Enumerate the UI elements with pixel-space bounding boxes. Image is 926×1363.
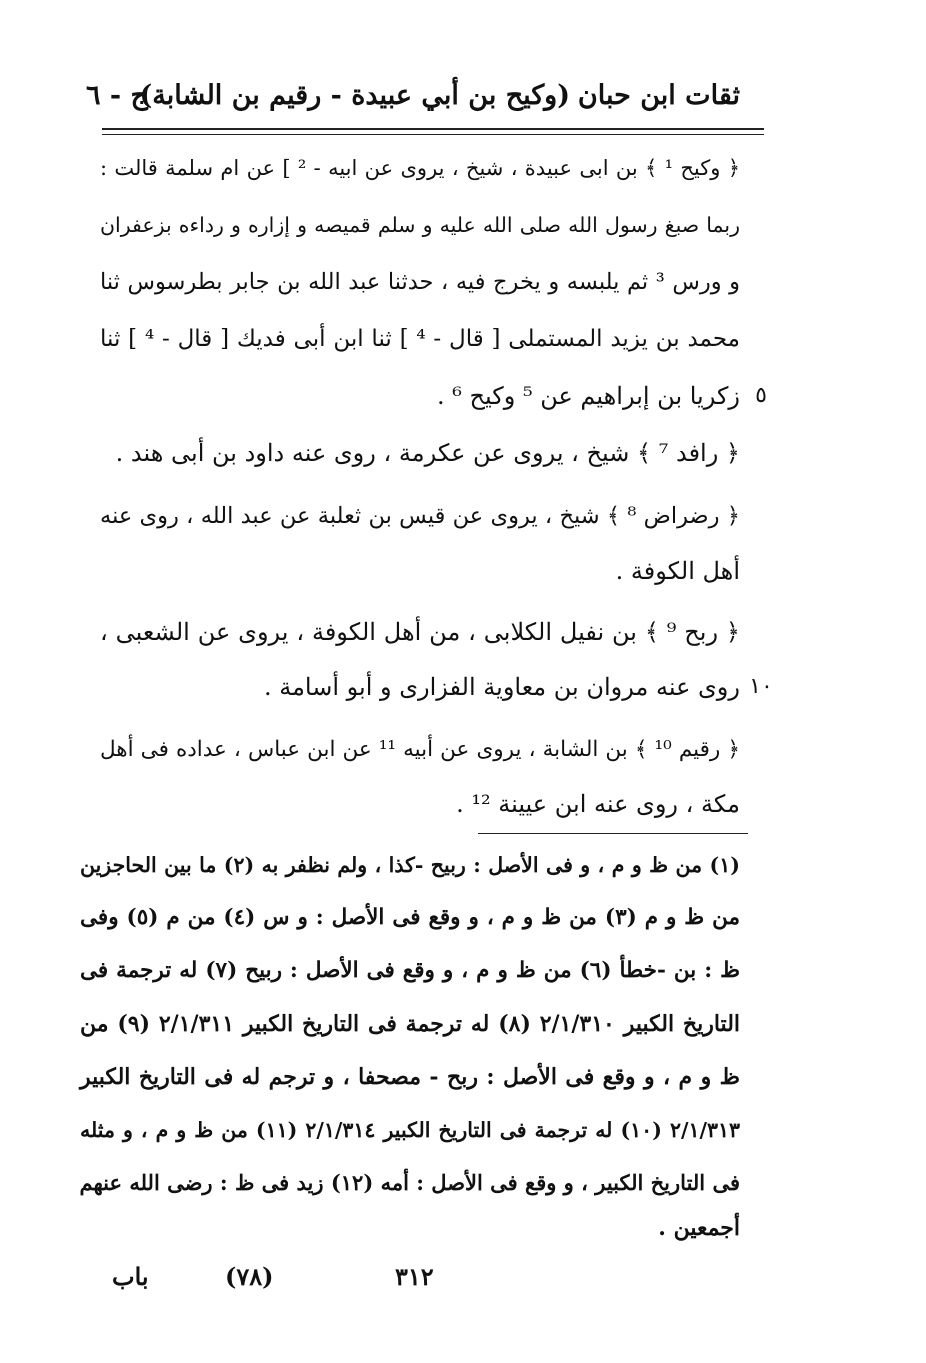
line-number: ١٠ <box>749 674 773 699</box>
text-line: و ورس ³ ثم يلبسه و يخرج فيه ، حدثنا عبد الله بن جابر بطرسوس ثنا <box>100 269 740 295</box>
footnote-rule <box>478 833 748 834</box>
text-line: ﴿ رقيم ¹⁰ ﴾ بن الشابة ، يروى عن أبيه ¹¹ عن ابن عباس ، عداده فى أهل <box>100 737 740 762</box>
text-line: ﴿ وكيح ¹ ﴾ بن ابى عبيدة ، شيخ ، يروى عن ابيه - ² ] عن ام سلمة قالت : <box>100 156 741 180</box>
footnote-line: أجمعين . <box>658 1215 740 1241</box>
text-line: روى عنه مروان بن معاوية الفزارى و أبو أسامة . <box>263 673 740 701</box>
text-line: ﴿ ربح ⁹ ﴾ بن نفيل الكلابى ، من أهل الكوفة ، يروى عن الشعبى ، <box>100 618 740 646</box>
text-line: ﴿ رضراض ⁸ ﴾ شيخ ، يروى عن قيس بن ثعلبة عن عبد الله ، روى عنه <box>100 503 740 529</box>
footer-label: باب <box>112 1262 149 1291</box>
header-book-title: ثقات ابن حبان <box>577 80 740 111</box>
line-number: ٥ <box>755 383 767 408</box>
signature-mark: (٧٨) <box>225 1262 274 1291</box>
footnote-line: ظ : بن -خطأ (٦) من ظ و م ، و وقع فى الأصل : ربيح (٧) له ترجمة فى <box>80 958 740 983</box>
footnote-line: من ظ و م (٣) من ظ و م ، و وقع فى الأصل : و س (٤) من م (٥) وفى <box>80 905 740 930</box>
header-rule-thin <box>102 134 764 135</box>
text-line: أهل الكوفة . <box>615 557 740 585</box>
text-line: زكريا بن إبراهيم عن ⁵ وكيح ⁶ . <box>437 382 740 410</box>
footnote-line: ظ و م ، و وقع فى الأصل : ربح - مصحفا ، و ترجم له فى التاريخ الكبير <box>80 1064 740 1090</box>
footnote-line: التاريخ الكبير ٢/١/٣١٠ (٨) له ترجمة فى التاريخ الكبير ٢/١/٣١١ (٩) من <box>80 1011 741 1037</box>
text-line: ﴿ رافد ⁷ ﴾ شيخ ، يروى عن عكرمة ، روى عنه داود بن أبى هند . <box>115 439 740 467</box>
footnote-line: ٢/١/٣١٣ (١٠) له ترجمة فى التاريخ الكبير ٢/١/٣١٤ (١١) من ظ و م ، و مثله <box>80 1118 740 1142</box>
text-line: محمد بن يزيد المستملى [ قال - ⁴ ] ثنا ابن أبى فديك [ قال - ⁴ ] ثنا <box>100 326 740 352</box>
text-line: مكة ، روى عنه ابن عيينة ¹² . <box>456 790 740 818</box>
page-number: ٣١٢ <box>395 1262 434 1291</box>
header-volume: ج - ٦ <box>86 80 148 111</box>
footnote-line: فى التاريخ الكبير ، و وقع فى الأصل : أمه (١٢) زيد فى ظ : رضى الله عنهم <box>79 1170 740 1195</box>
running-header <box>80 70 740 120</box>
header-rule <box>102 128 764 130</box>
footnote-line: (١) من ظ و م ، و فى الأصل : ربيح -كذا ، ولم نظفر به (٢) ما بين الحاجزين <box>80 853 740 877</box>
header-entries-range: (وكيح بن أبي عبيدة - رقيم بن الشابة) <box>139 80 570 111</box>
text-line: ربما صبغ رسول الله صلى الله عليه و سلم قميصه و إزاره و رداءه بزعفران <box>100 213 740 237</box>
